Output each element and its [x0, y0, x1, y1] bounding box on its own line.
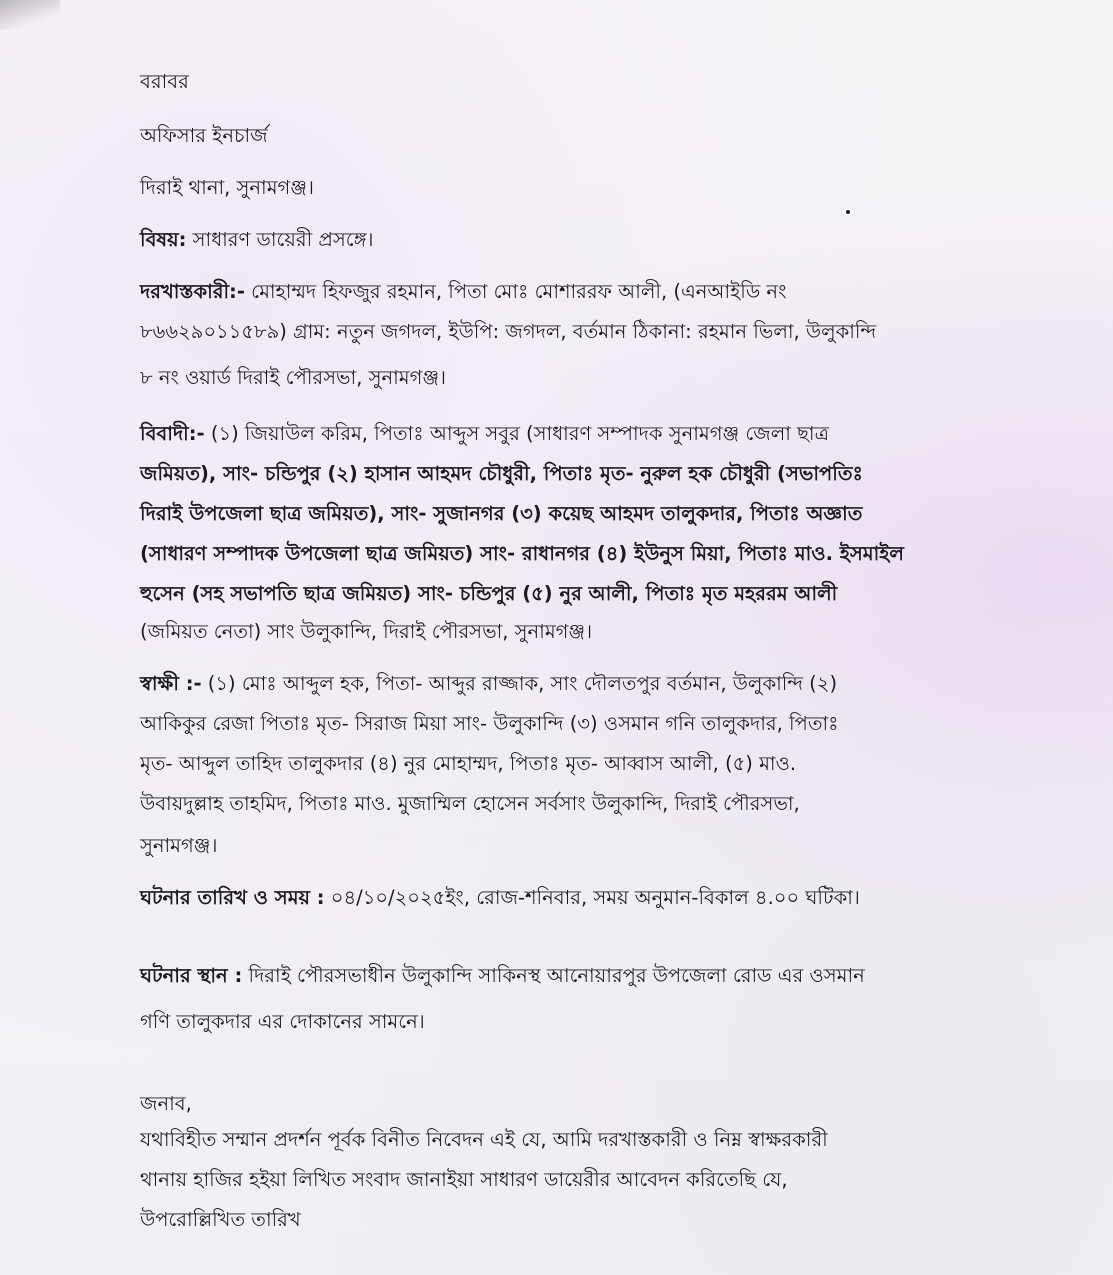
- page-corner-shadow: [0, 0, 60, 30]
- incident-datetime-line: [140, 888, 970, 908]
- body-line-3: উপরোল্লিখিত তারিখ: [140, 1208, 301, 1231]
- incident-place-line-2: গণি তালুকদার এর দোকানের সামনে।: [140, 1010, 425, 1033]
- subject-line: [140, 230, 970, 250]
- applicant-line-3: ৮ নং ওয়ার্ড দিরাই পৌরসভা, সুনামগঞ্জ।: [140, 366, 447, 389]
- witness-text-1: (১) মোঃ আব্দুল হক, পিতা- আব্দুর রাজ্জাক, সাং দৌলতপুর বর্তমান, উলুকান্দি (২): [207, 672, 838, 695]
- incident-place-text-1: দিরাই পৌরসভাধীন উলুকান্দি সাকিনস্থ আনোয়ারপুর উপজেলা রোড এর ওসমান: [248, 964, 865, 987]
- subject-label: বিষয়:: [140, 228, 187, 251]
- defendant-line-5: হুসেন (সহ সভাপতি ছাত্র জমিয়ত) সাং- চন্ডিপুর (৫) নুর আলী, পিতাঃ মৃত মহররম আলী: [140, 582, 838, 605]
- witness-line-1: [140, 674, 970, 694]
- defendant-line-2: জমিয়ত), সাং- চন্ডিপুর (২) হাসান আহমদ চৌধুরী, পিতাঃ মৃত- নুরুল হক চৌধুরী (সভাপতিঃ: [140, 462, 863, 485]
- applicant-text-1: মোহাম্মদ হিফজুর রহমান, পিতা মোঃ মোশাররফ আলী, (এনআইডি নং: [251, 280, 787, 303]
- witness-line-2: আকিকুর রেজা পিতাঃ মৃত- সিরাজ মিয়া সাং- উলুকান্দি (৩) ওসমান গনি তালুকদার, পিতাঃ: [140, 712, 839, 735]
- greeting-line: জনাব,: [140, 1092, 192, 1115]
- incident-datetime-text: ০৪/১০/২০২৫ইং, রোজ-শনিবার, সময় অনুমান-বিকাল ৪.০০ ঘটিকা।: [330, 886, 860, 909]
- witness-line-3: মৃত- আব্দুল তাহিদ তালুকদার (৪) নুর মোহাম্মদ, পিতাঃ মৃত- আব্বাস আলী, (৫) মাও.: [140, 752, 797, 775]
- defendant-line-3: দিরাই উপজেলা ছাত্র জমিয়ত), সাং- সুজানগর (৩) কয়েছ আহমদ তালুকদার, পিতাঃ অজ্ঞাত: [140, 502, 863, 525]
- witness-label: স্বাক্ষী :-: [140, 672, 202, 695]
- ink-speck: [846, 210, 850, 214]
- incident-datetime-label: ঘটনার তারিখ ও সময় :: [140, 886, 325, 909]
- subject-text: সাধারণ ডায়েরী প্রসঙ্গে।: [192, 228, 374, 251]
- applicant-label: দরখাস্তকারী:-: [140, 280, 245, 303]
- body-line-1: যথাবিহীত সম্মান প্রদর্শন পূর্বক বিনীত নিবেদন এই যে, আমি দরখাস্তকারী ও নিম্ন স্বাক্ষরকারী: [140, 1128, 828, 1151]
- defendant-text-1: (১) জিয়াউল করিম, পিতাঃ আব্দুস সবুর (সাধারণ সম্পাদক সুনামগঞ্জ জেলা ছাত্র: [210, 422, 829, 445]
- applicant-line-1: [140, 282, 970, 302]
- defendant-line-4: (সাধারণ সম্পাদক উপজেলা ছাত্র জমিয়ত) সাং- রাধানগর (৪) ইউনুস মিয়া, পিতাঃ মাও. ইসমাইল: [140, 542, 904, 565]
- station-line: দিরাই থানা, সুনামগঞ্জ।: [140, 176, 314, 199]
- defendant-line-1: [140, 424, 970, 444]
- incident-place-label: ঘটনার স্থান :: [140, 964, 243, 987]
- recipient-line: অফিসার ইনচার্জ: [140, 124, 268, 147]
- witness-line-4: উবায়দুল্লাহ তাহমিদ, পিতাঃ মাও. মুজাম্মিল হোসেন সর্বসাং উলুকান্দি, দিরাই পৌরসভা,: [140, 792, 800, 815]
- incident-place-line-1: [140, 966, 970, 986]
- defendant-label: বিবাদী:-: [140, 422, 205, 445]
- defendant-line-6: (জমিয়ত নেতা) সাং উলুকান্দি, দিরাই পৌরসভা, সুনামগঞ্জ।: [140, 620, 593, 643]
- body-line-2: থানায় হাজির হইয়া লিখিত সংবাদ জানাইয়া সাধারণ ডায়েরীর আবেদন করিতেছি যে,: [140, 1168, 788, 1191]
- addressee-line: বরাবর: [140, 70, 189, 93]
- applicant-line-2: ৮৬৬২৯০১১৫৮৯) গ্রাম: নতুন জগদল, ইউপি: জগদল, বর্তমান ঠিকানা: রহমান ভিলা, উলুকান্দি: [140, 320, 877, 343]
- witness-line-5: সুনামগঞ্জ।: [140, 834, 218, 857]
